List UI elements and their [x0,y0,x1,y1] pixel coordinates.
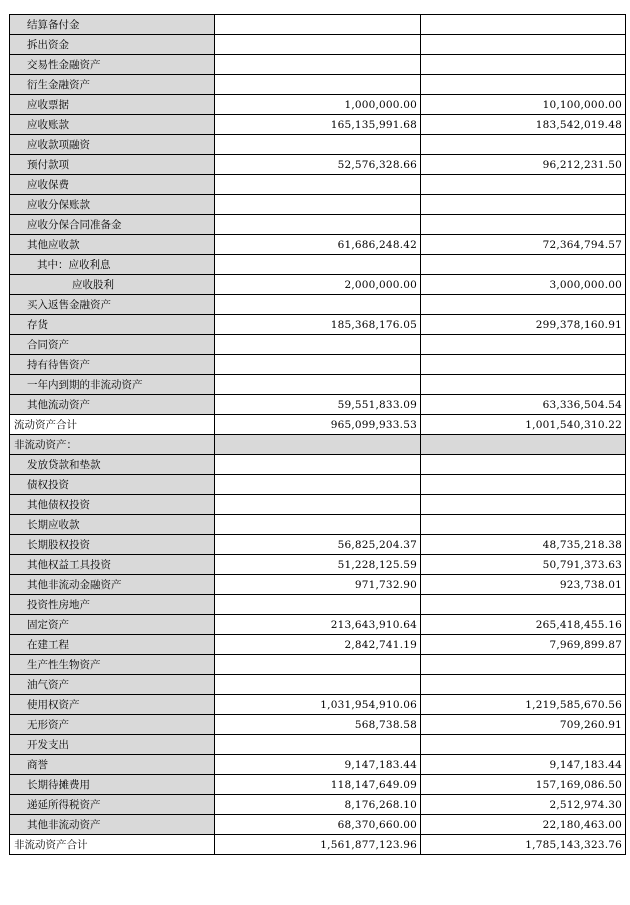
current-period-value: 165,135,991.68 [215,115,421,135]
table-row [10,55,626,75]
current-period-value: 2,000,000.00 [215,275,421,295]
prior-period-value: 22,180,463.00 [421,815,626,835]
row-label: 持有待售资产 [10,355,215,375]
row-label: 买入返售金融资产 [10,295,215,315]
prior-period-value [421,355,626,375]
prior-period-value [421,435,626,455]
prior-period-value [421,75,626,95]
prior-period-value: 72,364,794.57 [421,235,626,255]
table-row [10,255,626,275]
row-label: 长期待摊费用 [10,775,215,795]
prior-period-value [421,255,626,275]
table-row [10,815,626,835]
prior-period-value [421,655,626,675]
row-label: 其中：应收利息 [10,255,215,275]
current-period-value [215,515,421,535]
row-label: 发放贷款和垫款 [10,455,215,475]
table-row [10,155,626,175]
table-row [10,195,626,215]
row-label: 应收分保合同准备金 [10,215,215,235]
prior-period-value: 10,100,000.00 [421,95,626,115]
current-period-value [215,475,421,495]
prior-period-value [421,675,626,695]
prior-period-value [421,595,626,615]
prior-period-value: 50,791,373.63 [421,555,626,575]
row-label: 应收款项融资 [10,135,215,155]
row-label: 油气资产 [10,675,215,695]
current-period-value [215,355,421,375]
current-period-value: 52,576,328.66 [215,155,421,175]
table-row [10,175,626,195]
prior-period-value [421,35,626,55]
prior-period-value: 265,418,455.16 [421,615,626,635]
prior-period-value [421,175,626,195]
current-period-value: 1,031,954,910.06 [215,695,421,715]
table-row [10,295,626,315]
row-label: 长期应收款 [10,515,215,535]
row-label: 无形资产 [10,715,215,735]
table-row [10,695,626,715]
prior-period-value [421,55,626,75]
table-row [10,795,626,815]
current-period-value: 568,738.58 [215,715,421,735]
table-row [10,715,626,735]
current-period-value [215,135,421,155]
current-period-value [215,735,421,755]
prior-period-value: 48,735,218.38 [421,535,626,555]
table-row [10,495,626,515]
prior-period-value: 63,336,504.54 [421,395,626,415]
table-row [10,375,626,395]
current-period-value [215,35,421,55]
current-period-value [215,335,421,355]
table-row [10,315,626,335]
current-period-value [215,435,421,455]
row-label: 递延所得税资产 [10,795,215,815]
table-row [10,275,626,295]
prior-period-value [421,335,626,355]
row-label: 合同资产 [10,335,215,355]
row-label: 衍生金融资产 [10,75,215,95]
prior-period-value [421,475,626,495]
prior-period-value [421,195,626,215]
prior-period-value: 3,000,000.00 [421,275,626,295]
table-row [10,435,626,455]
table-row [10,415,626,435]
prior-period-value [421,515,626,535]
current-period-value: 56,825,204.37 [215,535,421,555]
row-label: 开发支出 [10,735,215,755]
current-period-value [215,675,421,695]
current-period-value: 59,551,833.09 [215,395,421,415]
table-row [10,635,626,655]
current-period-value [215,455,421,475]
row-label: 结算备付金 [10,15,215,35]
prior-period-value [421,455,626,475]
row-label: 其他应收款 [10,235,215,255]
table-row [10,775,626,795]
table-row [10,655,626,675]
prior-period-value [421,15,626,35]
balance-sheet-body [10,15,626,855]
current-period-value: 9,147,183.44 [215,755,421,775]
prior-period-value: 923,738.01 [421,575,626,595]
row-label: 非流动资产： [10,435,215,455]
table-row [10,95,626,115]
current-period-value: 1,561,877,123.96 [215,835,421,855]
current-period-value: 8,176,268.10 [215,795,421,815]
table-row [10,335,626,355]
table-row [10,735,626,755]
balance-sheet-table [9,14,626,855]
table-row [10,615,626,635]
prior-period-value: 9,147,183.44 [421,755,626,775]
table-row [10,555,626,575]
row-label: 其他权益工具投资 [10,555,215,575]
row-label: 预付款项 [10,155,215,175]
current-period-value: 68,370,660.00 [215,815,421,835]
current-period-value: 965,099,933.53 [215,415,421,435]
prior-period-value: 1,785,143,323.76 [421,835,626,855]
prior-period-value [421,135,626,155]
table-row [10,475,626,495]
table-row [10,215,626,235]
table-row [10,755,626,775]
prior-period-value: 157,169,086.50 [421,775,626,795]
table-row [10,15,626,35]
prior-period-value: 709,260.91 [421,715,626,735]
table-row [10,835,626,855]
row-label: 拆出资金 [10,35,215,55]
table-row [10,75,626,95]
prior-period-value: 2,512,974.30 [421,795,626,815]
row-label: 应收分保账款 [10,195,215,215]
row-label: 流动资产合计 [10,415,215,435]
row-label: 投资性房地产 [10,595,215,615]
row-label: 长期股权投资 [10,535,215,555]
row-label: 应收股利 [10,275,215,295]
row-label: 交易性金融资产 [10,55,215,75]
current-period-value: 971,732.90 [215,575,421,595]
prior-period-value [421,735,626,755]
prior-period-value [421,495,626,515]
row-label: 一年内到期的非流动资产 [10,375,215,395]
current-period-value: 2,842,741.19 [215,635,421,655]
current-period-value [215,15,421,35]
table-row [10,235,626,255]
current-period-value: 61,686,248.42 [215,235,421,255]
table-row [10,115,626,135]
table-row [10,35,626,55]
current-period-value: 1,000,000.00 [215,95,421,115]
current-period-value: 51,228,125.59 [215,555,421,575]
row-label: 债权投资 [10,475,215,495]
row-label: 应收保费 [10,175,215,195]
row-label: 其他非流动资产 [10,815,215,835]
current-period-value: 118,147,649.09 [215,775,421,795]
row-label: 在建工程 [10,635,215,655]
prior-period-value: 1,219,585,670.56 [421,695,626,715]
row-label: 应收票据 [10,95,215,115]
current-period-value [215,255,421,275]
current-period-value [215,55,421,75]
table-row [10,675,626,695]
row-label: 固定资产 [10,615,215,635]
row-label: 非流动资产合计 [10,835,215,855]
row-label: 其他非流动金融资产 [10,575,215,595]
row-label: 使用权资产 [10,695,215,715]
table-row [10,395,626,415]
prior-period-value [421,215,626,235]
prior-period-value: 299,378,160.91 [421,315,626,335]
prior-period-value [421,375,626,395]
table-row [10,535,626,555]
prior-period-value: 183,542,019.48 [421,115,626,135]
row-label: 存货 [10,315,215,335]
prior-period-value [421,295,626,315]
current-period-value: 185,368,176.05 [215,315,421,335]
current-period-value [215,595,421,615]
prior-period-value: 1,001,540,310.22 [421,415,626,435]
current-period-value [215,495,421,515]
current-period-value [215,175,421,195]
prior-period-value: 7,969,899.87 [421,635,626,655]
row-label: 生产性生物资产 [10,655,215,675]
current-period-value [215,375,421,395]
current-period-value [215,195,421,215]
table-row [10,355,626,375]
row-label: 其他流动资产 [10,395,215,415]
row-label: 商誉 [10,755,215,775]
row-label: 应收账款 [10,115,215,135]
table-row [10,135,626,155]
current-period-value [215,75,421,95]
row-label: 其他债权投资 [10,495,215,515]
table-row [10,575,626,595]
table-row [10,515,626,535]
current-period-value [215,215,421,235]
current-period-value [215,295,421,315]
current-period-value [215,655,421,675]
table-row [10,595,626,615]
prior-period-value: 96,212,231.50 [421,155,626,175]
table-row [10,455,626,475]
current-period-value: 213,643,910.64 [215,615,421,635]
